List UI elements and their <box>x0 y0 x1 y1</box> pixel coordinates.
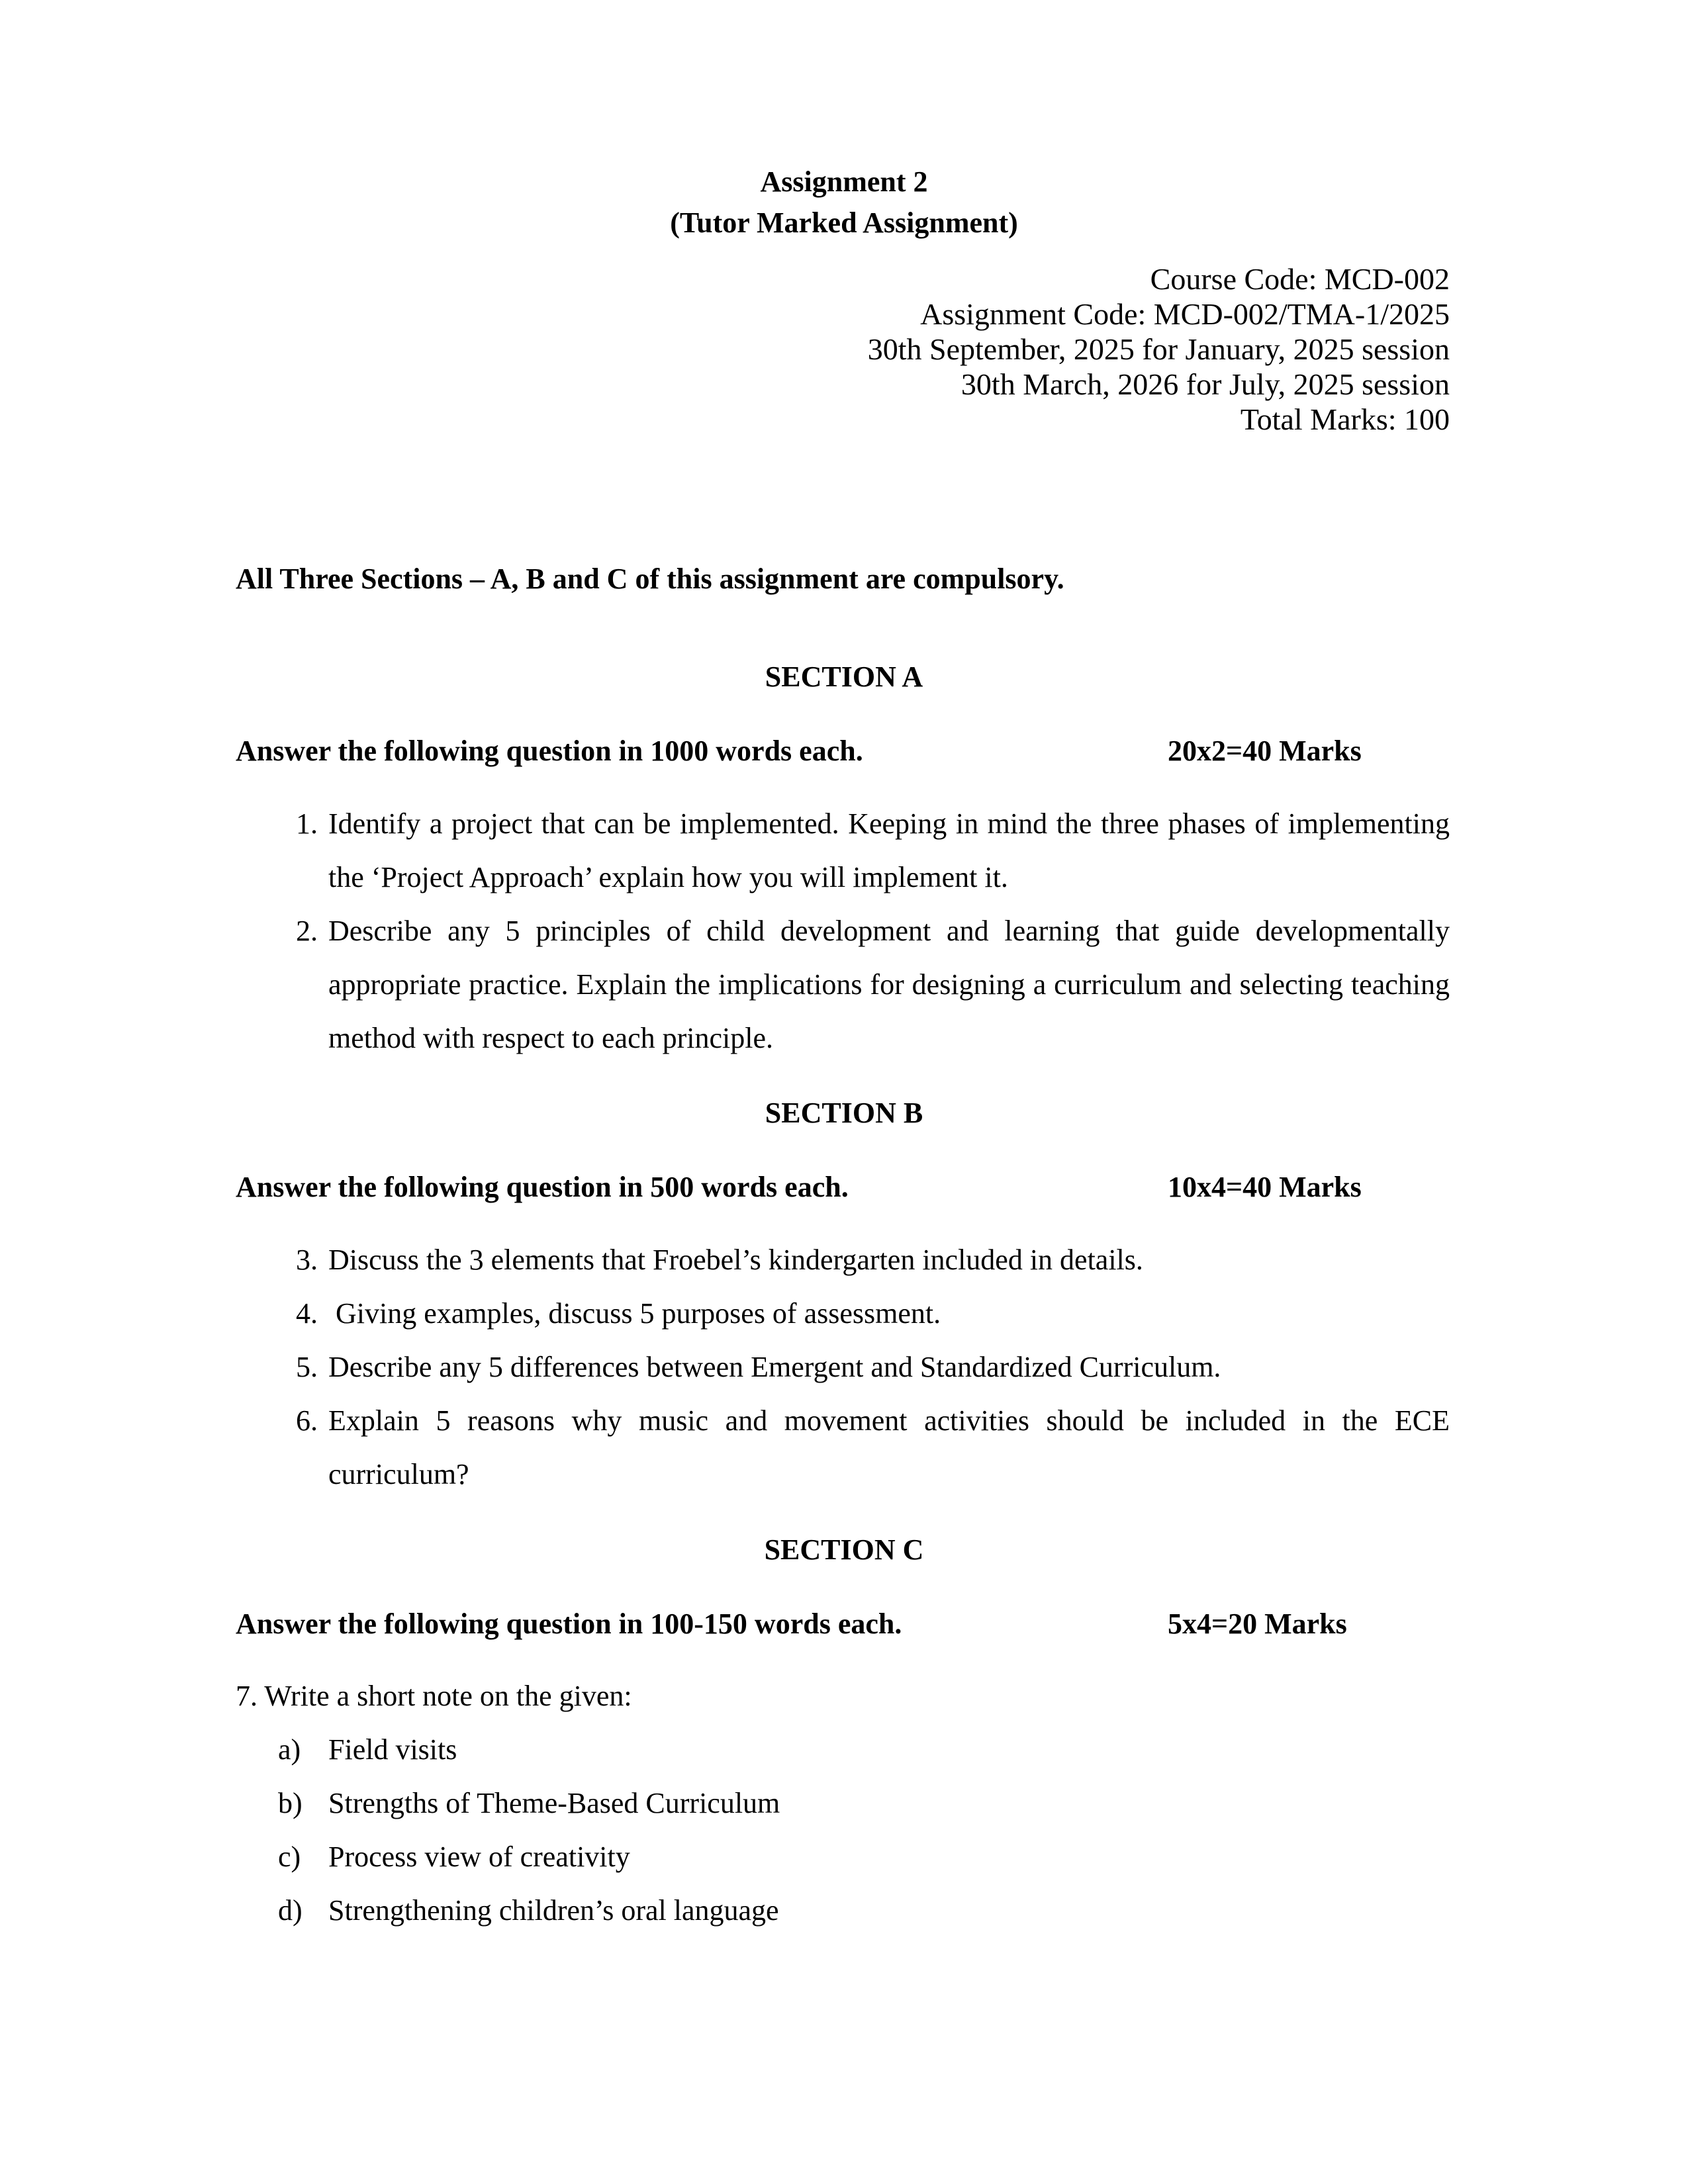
section-c-marks: 5x4=20 Marks <box>1168 1608 1347 1640</box>
question-text: Explain 5 reasons why music and movement activities should be included in the ECE curriculum? <box>328 1404 1450 1490</box>
sub-item-text: Field visits <box>328 1733 457 1766</box>
sub-item-text: Process view of creativity <box>328 1841 630 1873</box>
question-text: Describe any 5 differences between Emergent and Standardized Curriculum. <box>328 1351 1221 1383</box>
question-number: 6. <box>296 1404 318 1437</box>
section-a-marks: 20x2=40 Marks <box>1168 735 1362 767</box>
assignment-title: Assignment 2 <box>760 165 928 198</box>
assignment-meta <box>868 261 1450 437</box>
course-code: Course Code: MCD-002 <box>1150 262 1450 296</box>
question-item <box>278 904 1450 1065</box>
question-number: 2. <box>296 915 318 947</box>
section-b-marks: 10x4=40 Marks <box>1168 1171 1362 1203</box>
sub-item-letter: a) <box>278 1733 301 1766</box>
assignment-code: Assignment Code: MCD-002/TMA-1/2025 <box>920 297 1450 331</box>
sub-item-letter: c) <box>278 1841 301 1873</box>
question-text: Giving examples, discuss 5 purposes of assessment. <box>328 1297 941 1330</box>
due-date-july: 30th March, 2026 for July, 2025 session <box>961 367 1450 401</box>
question-item <box>278 1233 1450 1287</box>
question-item <box>278 1287 1450 1340</box>
sub-item <box>278 1837 630 1877</box>
section-c-title: SECTION C <box>764 1533 924 1566</box>
sub-item-text: Strengths of Theme-Based Curriculum <box>328 1787 780 1819</box>
question-text: Discuss the 3 elements that Froebel’s kindergarten included in details. <box>328 1244 1143 1276</box>
sub-item <box>278 1730 457 1770</box>
total-marks: Total Marks: 100 <box>1240 402 1450 436</box>
sub-item <box>278 1891 779 1931</box>
question-item <box>278 1394 1450 1501</box>
question-text: Describe any 5 principles of child development and learning that guide developmentally appropriate practice. Explain the implications for designing a curriculum and selecting teaching method with respect to each principle. <box>328 915 1450 1054</box>
question-item <box>278 1340 1450 1394</box>
section-a-instruction-text: Answer the following question in 1000 words each. <box>236 735 863 767</box>
compulsory-note: All Three Sections – A, B and C of this assignment are compulsory. <box>236 563 1064 595</box>
sub-item-text: Strengthening children’s oral language <box>328 1894 779 1927</box>
question-number: 4. <box>296 1297 318 1330</box>
question-number: 3. <box>296 1244 318 1276</box>
question-number: 5. <box>296 1351 318 1383</box>
section-a-title: SECTION A <box>765 660 923 693</box>
question-item <box>278 797 1450 904</box>
section-b-instruction-text: Answer the following question in 500 words each. <box>236 1171 849 1203</box>
question-text: Identify a project that can be implemented. Keeping in mind the three phases of implementing the ‘Project Approach’ explain how you will implement it. <box>328 807 1450 893</box>
question-7: 7. Write a short note on the given: <box>236 1680 632 1712</box>
question-number: 1. <box>296 807 318 840</box>
sub-item <box>278 1784 780 1823</box>
sub-item-letter: b) <box>278 1787 303 1819</box>
section-b-title: SECTION B <box>765 1097 923 1129</box>
sub-item-letter: d) <box>278 1894 303 1927</box>
assignment-subtitle: (Tutor Marked Assignment) <box>670 206 1018 239</box>
section-c-instruction-text: Answer the following question in 100-150 words each. <box>236 1608 902 1640</box>
due-date-january: 30th September, 2025 for January, 2025 session <box>867 332 1450 366</box>
